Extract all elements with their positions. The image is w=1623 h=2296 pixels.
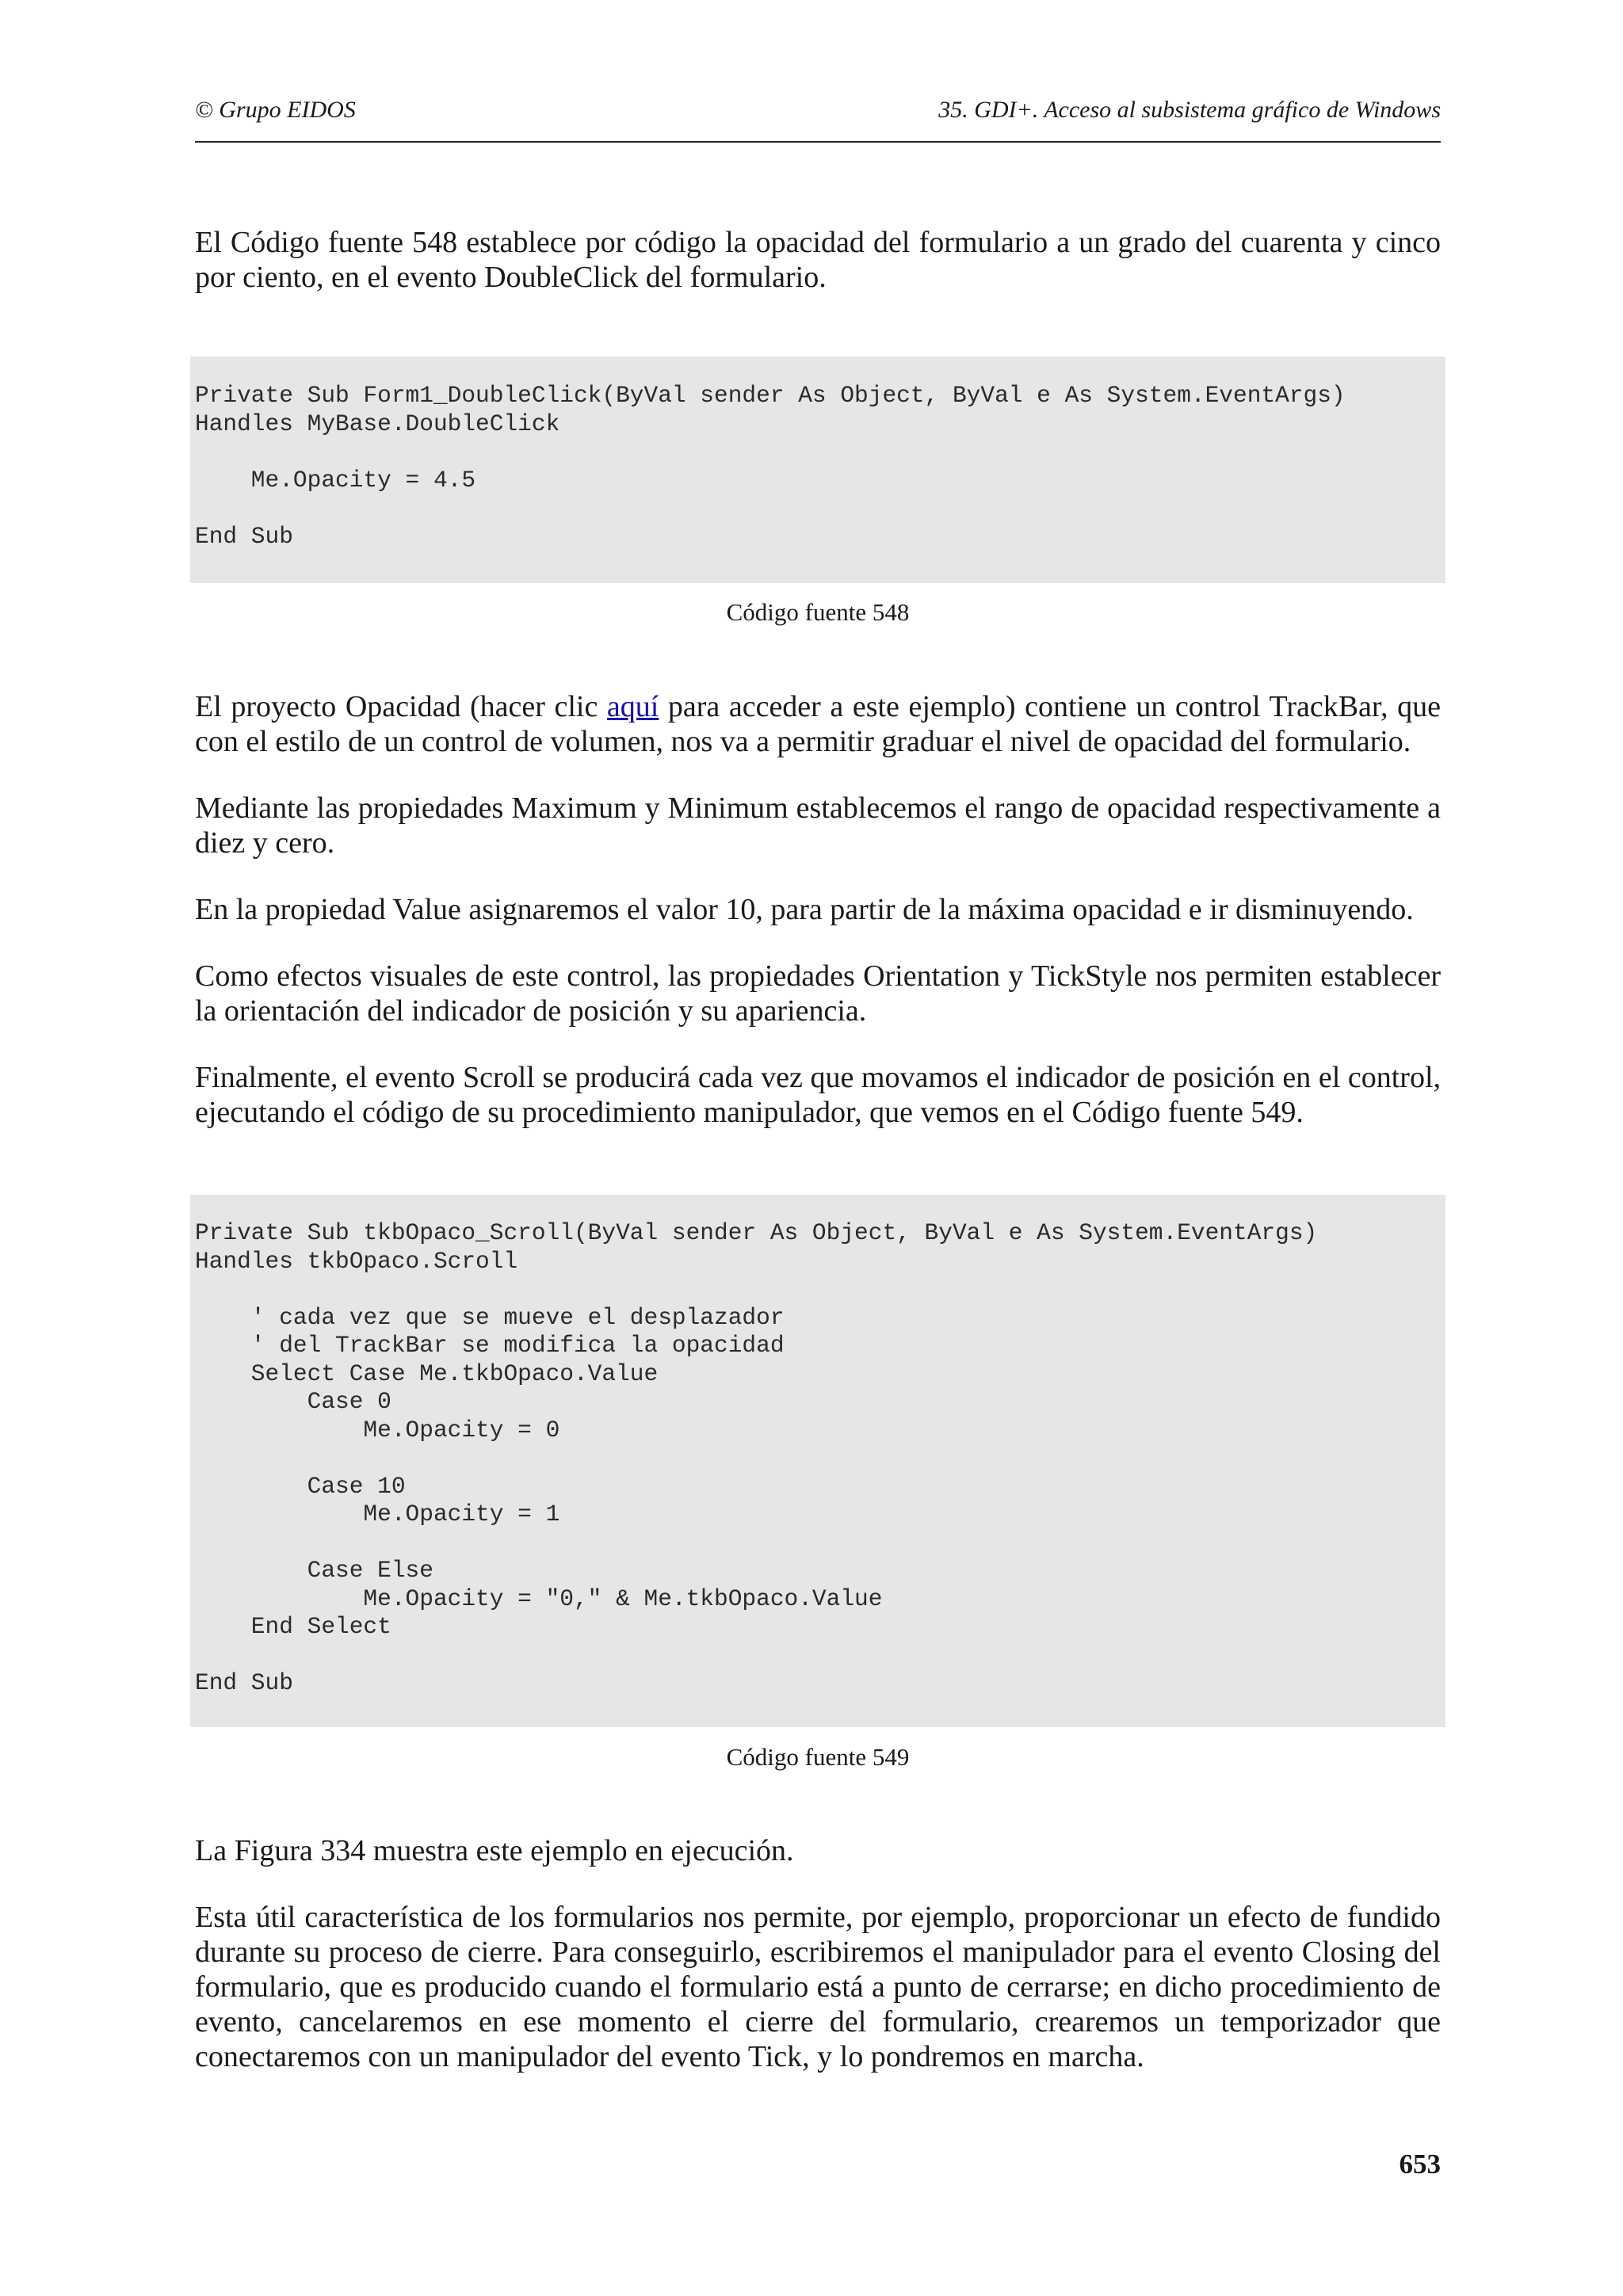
paragraph-scroll-event: Finalmente, el evento Scroll se producirá cada vez que movamos el indicador de posición en el control, ejecutando el código de su procedimiento manipulador, que vemos en el Código fuente 549. <box>195 1061 1441 1129</box>
paragraph-intro-code548: El Código fuente 548 establece por código la opacidad del formulario a un grado del cuarenta y cinco por ciento, en el evento DoubleClick del formulario. <box>195 226 1441 294</box>
paragraph-fade-effect: Esta útil característica de los formularios nos permite, por ejemplo, proporcionar un efecto de fundido durante su proceso de cierre. Para conseguirlo, escribiremos el manipulador para el evento Closing del formulario, que es producido cuando el formulario está a punto de cerrarse; en dicho procedimiento de evento, cancelaremos en ese momento el cierre del formulario, crearemos un temporizador que conectaremos con un manipulador del evento Tick, y lo pondremos en marcha. <box>195 1901 1441 2073</box>
example-link[interactable]: aquí <box>606 690 659 723</box>
header-publisher: © Grupo EIDOS <box>195 97 356 123</box>
paragraph-value-property: En la propiedad Value asignaremos el valor 10, para partir de la máxima opacidad e ir disminuyendo. <box>195 893 1414 926</box>
code-text-548: Private Sub Form1_DoubleClick(ByVal sender As Object, ByVal e As System.EventArgs) Handles MyBase.DoubleClick Me.Opacity = 4.5 End Sub <box>195 382 1346 550</box>
code-text-549: Private Sub tkbOpaco_Scroll(ByVal sender As Object, ByVal e As System.EventArgs) Handles tkbOpaco.Scroll ' cada vez que se mueve el desplazador ' del TrackBar se modifica la opacidad Select Case Me.tkbOpaco.Value Case 0 Me.Opacity = 0 Case 10 Me.Opacity = 1 Case Else Me.Opacity = "0," & Me.tkbOpaco.Value End Select End Sub <box>195 1219 1318 1696</box>
caption-code-549: Código fuente 549 <box>726 1743 910 1771</box>
page-number: 653 <box>1399 2149 1441 2180</box>
paragraph-text: para acceder a este ejemplo) contiene un control TrackBar, que con el estilo de un control de volumen, nos va a permitir graduar el nivel de opacidad del formulario. <box>195 690 1441 758</box>
paragraph-figure-reference: La Figura 334 muestra este ejemplo en ejecución. <box>195 1834 794 1867</box>
paragraph-visual-effects: Como efectos visuales de este control, las propiedades Orientation y TickStyle nos permiten establecer la orientación del indicador de posición y su apariencia. <box>195 959 1441 1028</box>
paragraph-text: El proyecto Opacidad (hacer clic <box>195 690 607 723</box>
caption-code-548: Código fuente 548 <box>726 598 910 626</box>
paragraph-opacidad-project <box>195 689 1441 759</box>
page-header <box>195 92 1441 143</box>
code-block-549 <box>190 1195 1445 1727</box>
code-block-548 <box>190 357 1445 583</box>
paragraph-maximum-minimum: Mediante las propiedades Maximum y Minimum establecemos el rango de opacidad respectivamente a diez y cero. <box>195 791 1441 860</box>
header-chapter-title: 35. GDI+. Acceso al subsistema gráfico de Windows <box>938 97 1441 123</box>
